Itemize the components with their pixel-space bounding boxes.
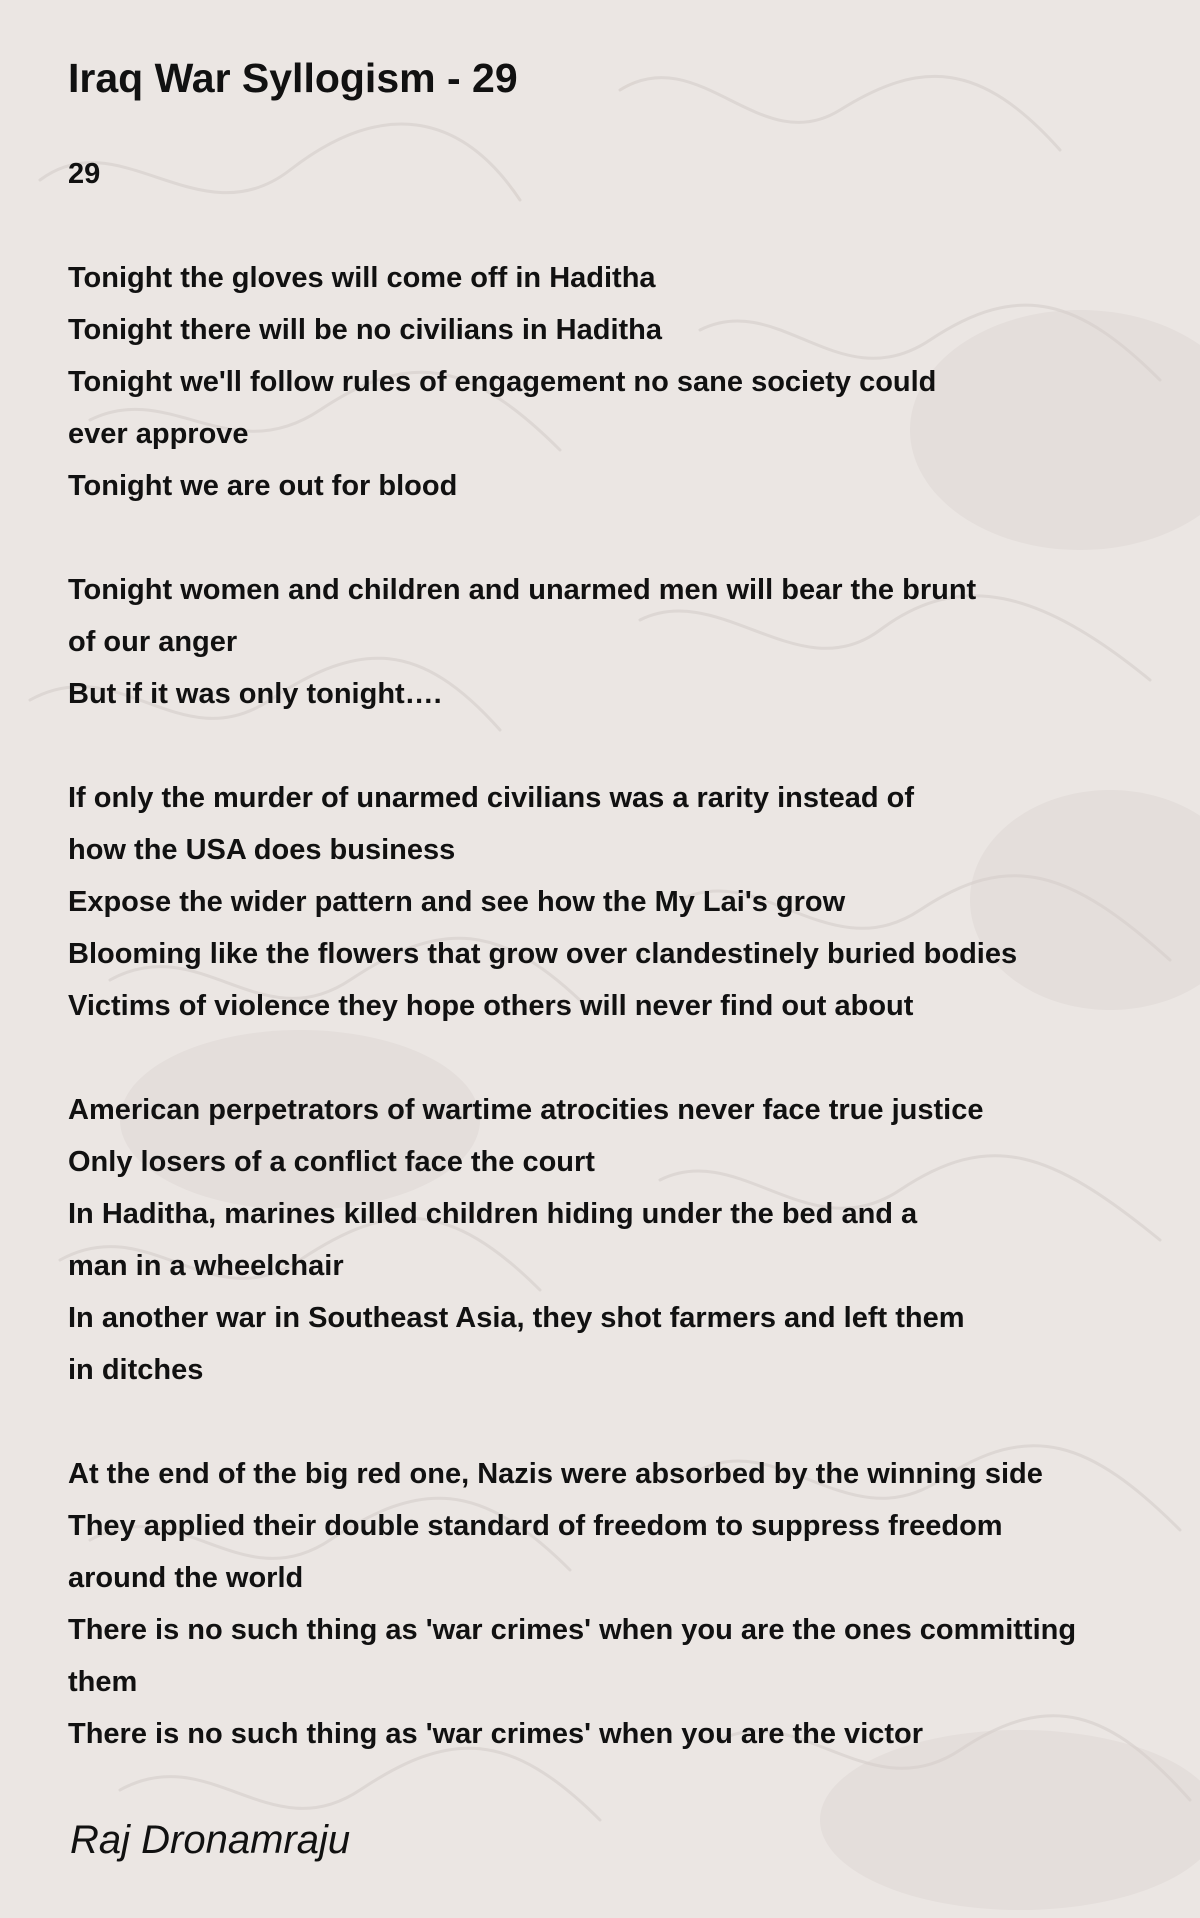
poem-line: Blooming like the flowers that grow over clandestinely buried bodies	[68, 938, 1018, 970]
poem-line: of our anger	[68, 626, 238, 658]
stanza-break	[68, 720, 1188, 772]
poem-line: In Haditha, marines killed children hiding under the bed and a	[68, 1198, 918, 1230]
poem-line: Expose the wider pattern and see how the My Lai's grow	[68, 886, 846, 918]
poem-line: Only losers of a conflict face the court	[68, 1146, 595, 1178]
poem-line: in ditches	[68, 1354, 204, 1386]
poem-line: around the world	[68, 1562, 304, 1594]
poem-line: them	[68, 1666, 138, 1698]
poem-line: Tonight we'll follow rules of engagement no sane society could	[68, 366, 937, 398]
poem-line: If only the murder of unarmed civilians was a rarity instead of	[68, 782, 915, 814]
stanza-break	[68, 1032, 1188, 1084]
poem-line: But if it was only tonight….	[68, 678, 442, 710]
poem-author: Raj Dronamraju	[70, 1818, 351, 1862]
stanza-break	[68, 512, 1188, 564]
poem-content	[68, 50, 1188, 1760]
poem-line: At the end of the big red one, Nazis were absorbed by the winning side	[68, 1458, 1043, 1490]
poem-line: There is no such thing as 'war crimes' when you are the victor	[68, 1718, 924, 1750]
poem-line: how the USA does business	[68, 834, 456, 866]
poem-line: ever approve	[68, 418, 249, 450]
poem-line: American perpetrators of wartime atrocities never face true justice	[68, 1094, 984, 1126]
stanza-break	[68, 200, 1188, 252]
poem-line: Tonight women and children and unarmed men will bear the brunt	[68, 574, 977, 606]
poem-line: There is no such thing as 'war crimes' when you are the ones committing	[68, 1614, 1077, 1646]
poem-line: They applied their double standard of freedom to suppress freedom	[68, 1510, 1003, 1542]
poem-body	[68, 148, 1188, 1760]
poem-line: Victims of violence they hope others will never find out about	[68, 990, 914, 1022]
poem-line: 29	[68, 158, 101, 190]
poem-line: man in a wheelchair	[68, 1250, 344, 1282]
poem-line: Tonight we are out for blood	[68, 470, 458, 502]
poem-line: Tonight the gloves will come off in Haditha	[68, 262, 656, 294]
stanza-break	[68, 1396, 1188, 1448]
poem-line: Tonight there will be no civilians in Haditha	[68, 314, 663, 346]
poem-title: Iraq War Syllogism - 29	[68, 55, 518, 101]
poem-line: In another war in Southeast Asia, they shot farmers and left them	[68, 1302, 965, 1334]
